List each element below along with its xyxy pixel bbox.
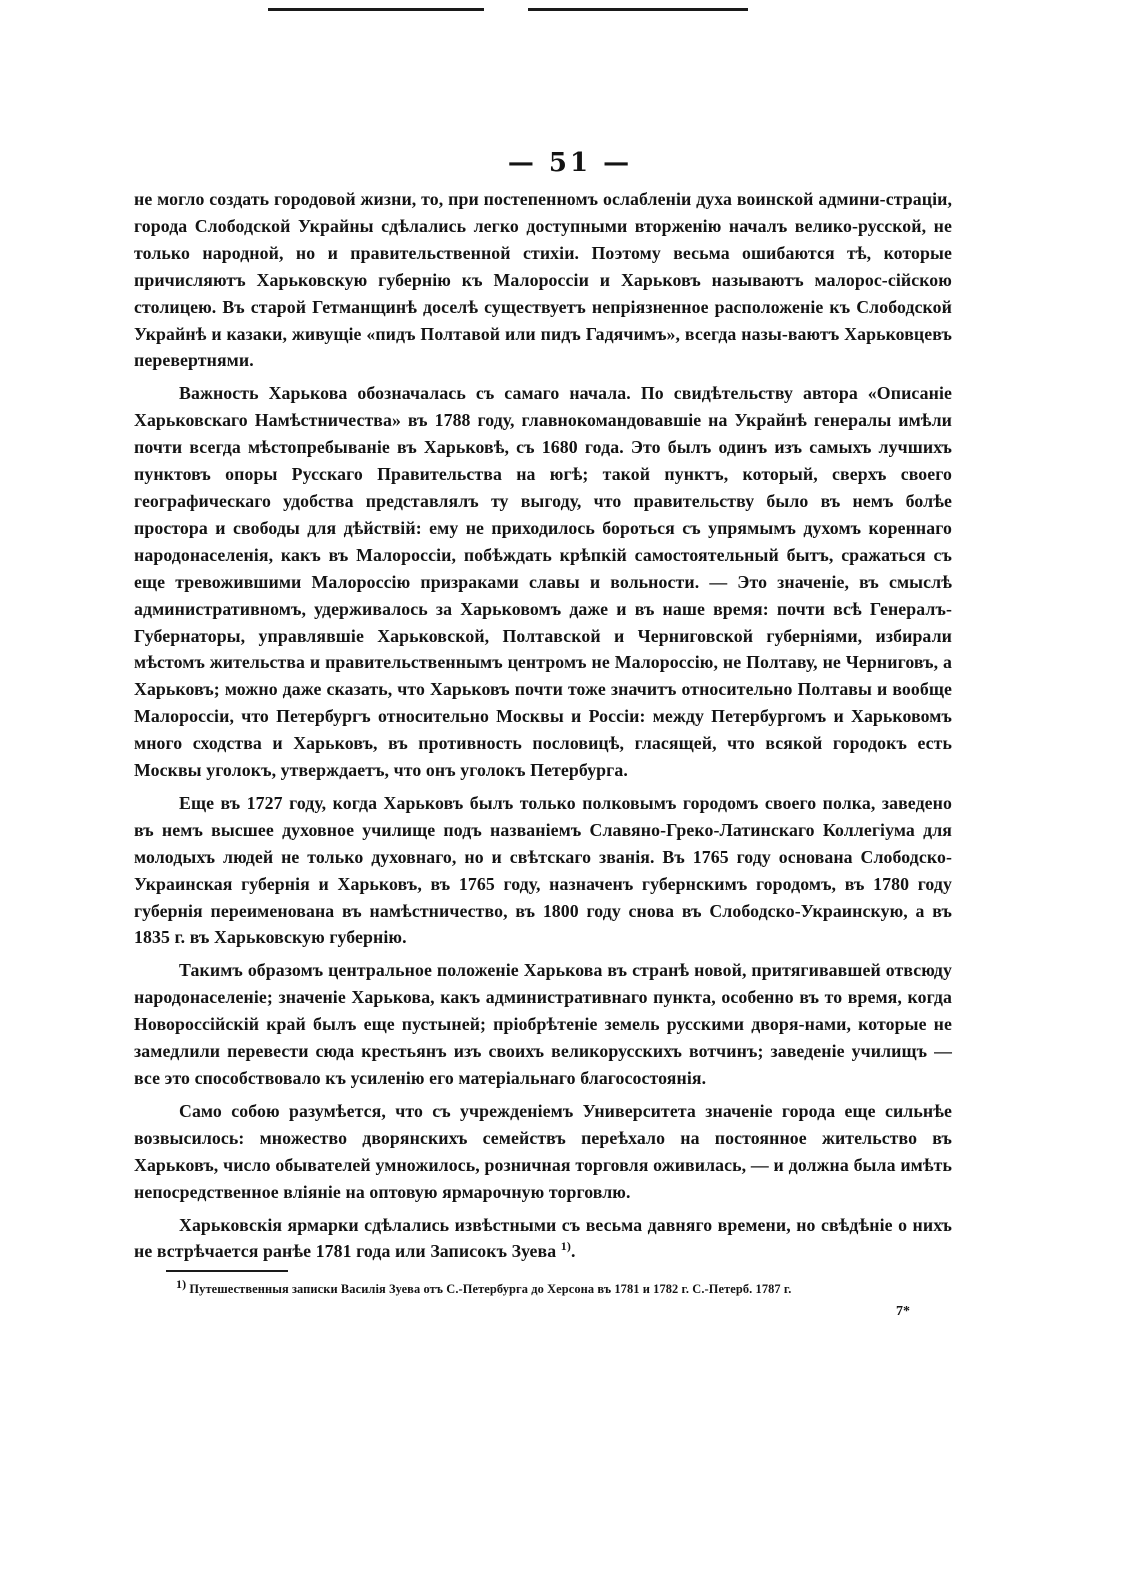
page-number: — 51 — <box>507 148 633 178</box>
signature-mark: 7* <box>896 1304 910 1319</box>
top-rule-right <box>528 8 748 11</box>
footnote-divider <box>166 1270 288 1272</box>
paragraph-5: Само собою разумѣется, что съ учрежденіемъ Университета значеніе города еще сильнѣе возвысилось: множество дворянскихъ семействъ переѣхало на постоянное жительство въ Харьковъ, число обывателей умножилось, розничная торговля оживилась, — и должна была имѣть непосредственное вліяніе на оптовую ярмарочную торговлю. <box>134 1100 952 1202</box>
footnote-text: Путешественныя записки Василія Зуева отъ С.-Петербурга до Херсона въ 1781 и 1782 г. С.-Петерб. 1787 г. <box>189 1282 792 1296</box>
paragraph-1: не могло создать городовой жизни, то, при постепенномъ ослабленіи духа воинской админи-страціи, города Слободской Украйны сдѣлались легко доступными вторженію началъ велико-русской, не только народной, но и правительственной стихіи. Поэтому весьма ошибаются тѣ, которые причисляютъ Харьковскую губернію къ Малороссіи и Харьковъ называютъ малорос-сійскою столицею. Въ старой Гетманщинѣ доселѣ существуетъ непріязненное расположеніе къ Слободской Украйнѣ и казаки, живущіе «пидъ Полтавой или пидъ Гадячимъ», всегда назы-ваютъ Харьковцевъ перевертнями. <box>134 189 952 371</box>
body-text <box>134 186 952 1271</box>
top-rule-left <box>268 8 484 11</box>
footnote <box>176 1276 976 1297</box>
paragraph-3: Еще въ 1727 году, когда Харьковъ былъ только полковымъ городомъ своего полка, заведено въ немъ высшее духовное училище подъ названіемъ Славяно-Греко-Латинскаго Коллегіума для молодыхъ людей не только духовнаго, но и свѣтскаго званія. Въ 1765 году основана Слободско-Украинская губернія и Харьковъ, въ 1765 году, назначенъ губернскимъ городомъ, въ 1780 году губернія переименована въ намѣстничество, въ 1800 году снова въ Слободско-Украинскую, а въ 1835 г. въ Харьковскую губернію. <box>134 792 952 948</box>
footnote-marker: 1) <box>176 1276 187 1291</box>
paragraph-4: Такимъ образомъ центральное положеніе Харькова въ странѣ новой, притягивавшей отвсюду народонаселеніе; значеніе Харькова, какъ административнаго пункта, особенно въ то время, когда Новороссійскій край былъ еще пустыней; пріобрѣтеніе земель русскими дворя-нами, которые не замедлили перевести сюда крестьянъ изъ своихъ великорусскихъ вотчинъ; заведеніе училищъ — все это способствовало къ усиленію его матеріальнаго благосостоянія. <box>134 960 952 1088</box>
paragraph-2: Важность Харькова обозначалась съ самаго начала. По свидѣтельству автора «Описаніе Харьковскаго Намѣстничества» въ 1788 году, главнокомандовавшіе на Украйнѣ генералы имѣли почти всегда мѣстопребываніе въ Харьковѣ, съ 1680 года. Это былъ одинъ изъ самыхъ лучшихъ пунктовъ опоры Русскаго Правительства на югѣ; такой пунктъ, который, сверхъ своего географическаго удобства представлялъ ту выгоду, что правительству было въ немъ болѣе простора и свободы для дѣйствій: ему не приходилось бороться съ упрямымъ духомъ кореннаго народонаселенія, какъ въ Малороссіи, побѣждать крѣпкій самостоятельный бытъ, сражаться съ еще тревожившими Малороссію призраками славы и вольности. — Это значеніе, въ смыслѣ административномъ, удерживалось за Харьковомъ даже и въ наше время: почти всѣ Генералъ-Губернаторы, управлявшіе Харьковской, Полтавской и Черниговской губерніями, избирали мѣстомъ жительства и правительственнымъ центромъ не Малороссію, не Полтаву, не Черниговъ, а Харьковъ; можно даже сказать, что Харьковъ почти тоже значитъ относительно Полтавы и вообще Малороссіи, что Петербургъ относительно Москвы и Россіи: между Петербургомъ и Харьковомъ много сходства и Харьковъ, въ противность пословицѣ, гласящей, что всякой городокъ есть Москвы уголокъ, утверждаетъ, что онъ уголокъ Петербурга. <box>134 383 952 781</box>
footnote-reference: 1) <box>560 1239 571 1254</box>
paragraph-6-text: Харьковскія ярмарки сдѣлались извѣстными съ весьма давняго времени, но свѣдѣніе о нихъ не встрѣчается ранѣе 1781 года или Записокъ Зуева <box>134 1214 952 1262</box>
paragraph-6: Харьковскія ярмарки сдѣлались извѣстными съ весьма давняго времени, но свѣдѣніе о нихъ не встрѣчается ранѣе 1781 года или Записокъ Зуева $^{1)}$. <box>134 1214 952 1262</box>
